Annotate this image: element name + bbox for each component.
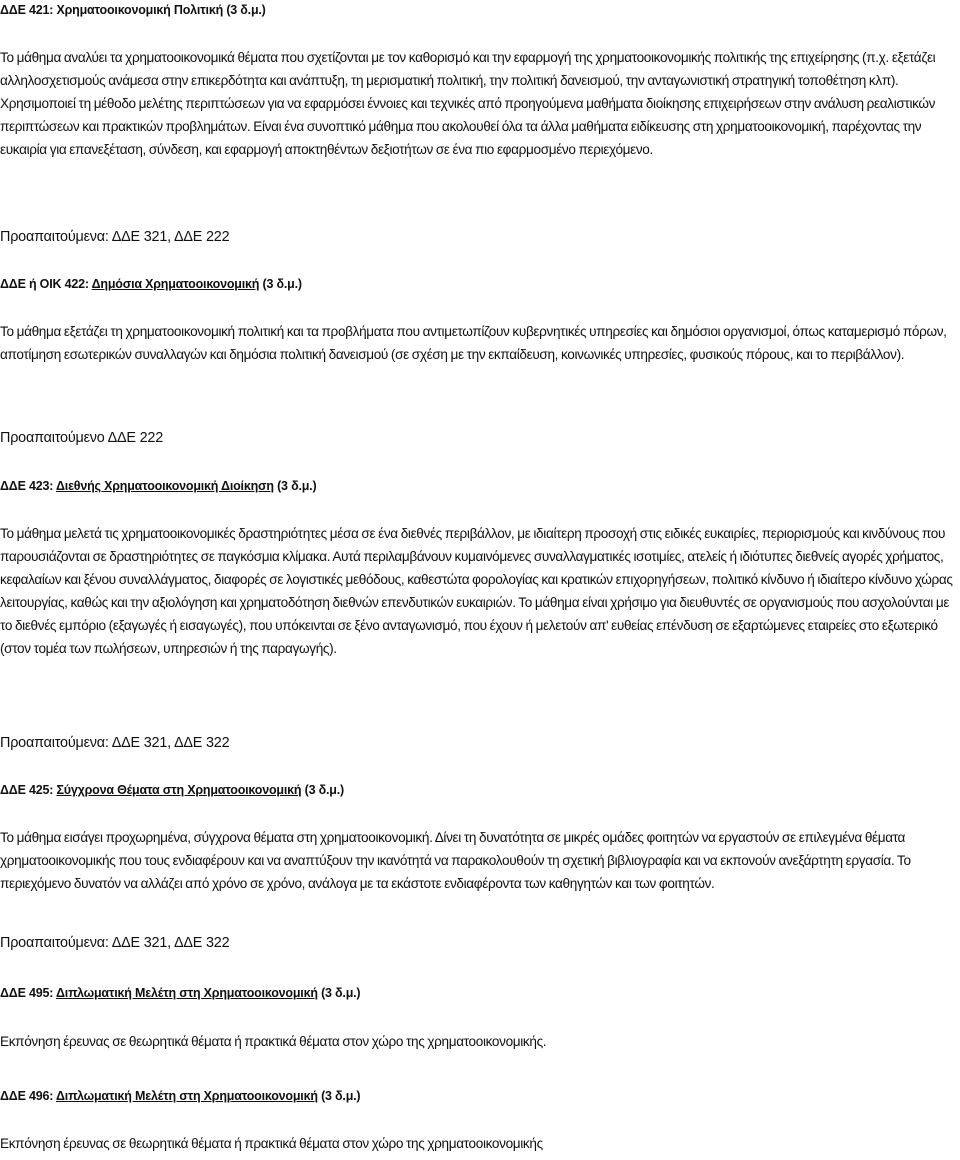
- course-code: ΔΔΕ 423:: [0, 479, 54, 493]
- course-credits: (3 δ.μ.): [226, 3, 266, 17]
- course-description-422: Το μάθημα εξετάζει τη χρηματοοικονομική πολιτική και τα προβλήματα που αντιμετωπίζουν κυβερνητικές υπηρεσίες και δημόσιοι οργανισμοί, όπως καταμερισμό πόρων, αποτίμηση εσωτερικών συναλλαγών και δημόσια πολιτική δανεισμού (σε σχέση με την εκπαίδευση, κοινωνικές υπηρεσίες, φυσικούς πόρους, και το περιβάλλον).: [0, 324, 947, 362]
- course-name: Διπλωματική Μελέτη στη Χρηματοοικονομική: [56, 986, 318, 1000]
- course-name: Δημόσια Χρηματοοικονομική: [91, 277, 260, 291]
- course-description-425: Το μάθημα εισάγει προχωρημένα, σύγχρονα θέματα στη χρηματοοικονομική. Δίνει τη δυνατότητα σε μικρές ομάδες φοιτητών να εργαστούν σε επιλεγμένα θέματα χρηματοοικονομικής που τους ενδιαφέρουν και να αναπτύξουν την ικανότητά να παρακολουθούν τη σχετική βιβλιογραφία και να εκπονούν ανεξάρτητη εργασία. Το περιεχόμενο δυνατόν να αλλάζει από χρόνο σε χρόνο, ανάλογα με τα εκάστοτε ενδιαφέροντα των καθηγητών και των φοιτητών.: [0, 830, 911, 891]
- course-prerequisites-423: Προαπαιτούμενα: ΔΔΕ 321, ΔΔΕ 322: [0, 735, 230, 751]
- course-title-421: [0, 2, 266, 18]
- course-title-422: [0, 276, 302, 292]
- course-credits: (3 δ.μ.): [304, 783, 344, 797]
- course-credits: (3 δ.μ.): [277, 479, 317, 493]
- course-code: ΔΔΕ 495:: [0, 986, 54, 1000]
- course-code: ΔΔΕ 425:: [0, 783, 54, 797]
- course-code: ΔΔΕ 421:: [0, 3, 54, 17]
- course-description-421: Το μάθημα αναλύει τα χρηματοοικονομικά θέματα που σχετίζονται με τον καθορισμό και την εφαρμογή της χρηματοοικονομικής πολιτικής της επιχείρησης (π.χ. εξετάζει αλληλοσχετισμούς ανάμεσα στην επικερδότητα και ανάπτυξη, τη μερισματική πολιτική, την πολιτική δανεισμού, την ανταγωνιστική στρατηγική τοποθέτηση κλπ). Χρησιμοποιεί τη μέθοδο μελέτης περιπτώσεων για να εφαρμόσει έννοιες και τεχνικές από προηγούμενα μαθήματα διοίκησης επιχειρήσεων στην ανάλυση ρεαλιστικών περιπτώσεων και πρακτικών προβλημάτων. Είναι ένα συνοπτικό μάθημα που ακολουθεί όλα τα άλλα μαθήματα ειδίκευσης στη χρηματοοικονομική, παρέχοντας την ευκαιρία για επανεξέταση, σύνδεση, και εφαρμογή αποκτηθέντων δεξιοτήτων σε ένα πιο εφαρμοσμένο περιεχόμενο.: [0, 50, 936, 157]
- course-title-495: [0, 985, 360, 1001]
- course-credits: (3 δ.μ.): [321, 986, 361, 1000]
- course-credits: (3 δ.μ.): [262, 277, 302, 291]
- course-code: ΔΔΕ ή ΟΙΚ 422:: [0, 277, 89, 291]
- course-description-495: Εκπόνηση έρευνας σε θεωρητικά θέματα ή πρακτικά θέματα στον χώρο της χρηματοοικονομικής.: [0, 1034, 547, 1049]
- course-title-423: [0, 478, 316, 494]
- course-prerequisites-421: Προαπαιτούμενα: ΔΔΕ 321, ΔΔΕ 222: [0, 229, 230, 245]
- course-name: Χρηματοοικονομική Πολιτική: [56, 3, 224, 17]
- course-title-425: [0, 782, 344, 798]
- course-name: Σύγχρονα Θέματα στη Χρηματοοικονομική: [56, 783, 302, 797]
- course-name: Διπλωματική Μελέτη στη Χρηματοοικονομική: [56, 1089, 318, 1103]
- course-credits: (3 δ.μ.): [321, 1089, 361, 1103]
- course-prerequisites-422: Προαπαιτούμενο ΔΔΕ 222: [0, 430, 164, 446]
- course-name: Διεθνής Χρηματοοικονομική Διοίκηση: [56, 479, 274, 493]
- course-description-496: Εκπόνηση έρευνας σε θεωρητικά θέματα ή πρακτικά θέματα στον χώρο της χρηματοοικονομικής: [0, 1136, 543, 1151]
- course-prerequisites-425: Προαπαιτούμενα: ΔΔΕ 321, ΔΔΕ 322: [0, 935, 230, 951]
- course-code: ΔΔΕ 496:: [0, 1089, 54, 1103]
- course-description-423: Το μάθημα μελετά τις χρηματοοικονομικές δραστηριότητες μέσα σε ένα διεθνές περιβάλλον, με ιδιαίτερη προσοχή στις ειδικές ευκαιρίες, περιορισμούς και κινδύνους που παρουσιάζονται σε δραστηριότητες σε παγκόσμια κλίμακα. Αυτά περιλαμβάνουν κυμαινόμενες συναλλαγματικές ισοτιμίες, ατελείς ή ιδιότυπες διεθνείς αγορές χρήματος, κεφαλαίων και ξένου συναλλάγματος, διαφορές σε λογιστικές μεθόδους, καθεστώτα φορολογίας και κρατικών επιχορηγήσεων, πολιτικό κίνδυνο ή ιδιαίτερο κίνδυνο χώρας λειτουργίας, καθώς και την αξιολόγηση και χρηματοδότηση διεθνών επενδυτικών ευκαιριών. Το μάθημα είναι χρήσιμο για διευθυντές σε οργανισμούς που ασχολούνται με το διεθνές εμπόριο (εξαγωγές ή εισαγωγές), που υπόκεινται σε ξένο ανταγωνισμό, που έχουν ή μελετούν απ' ευθείας επένδυση σε εξαρτώμενες εταιρείες στο εξωτερικό (στον τομέα των πωλήσεων, υπηρεσιών ή της παραγωγής).: [0, 526, 953, 656]
- course-title-496: [0, 1088, 360, 1104]
